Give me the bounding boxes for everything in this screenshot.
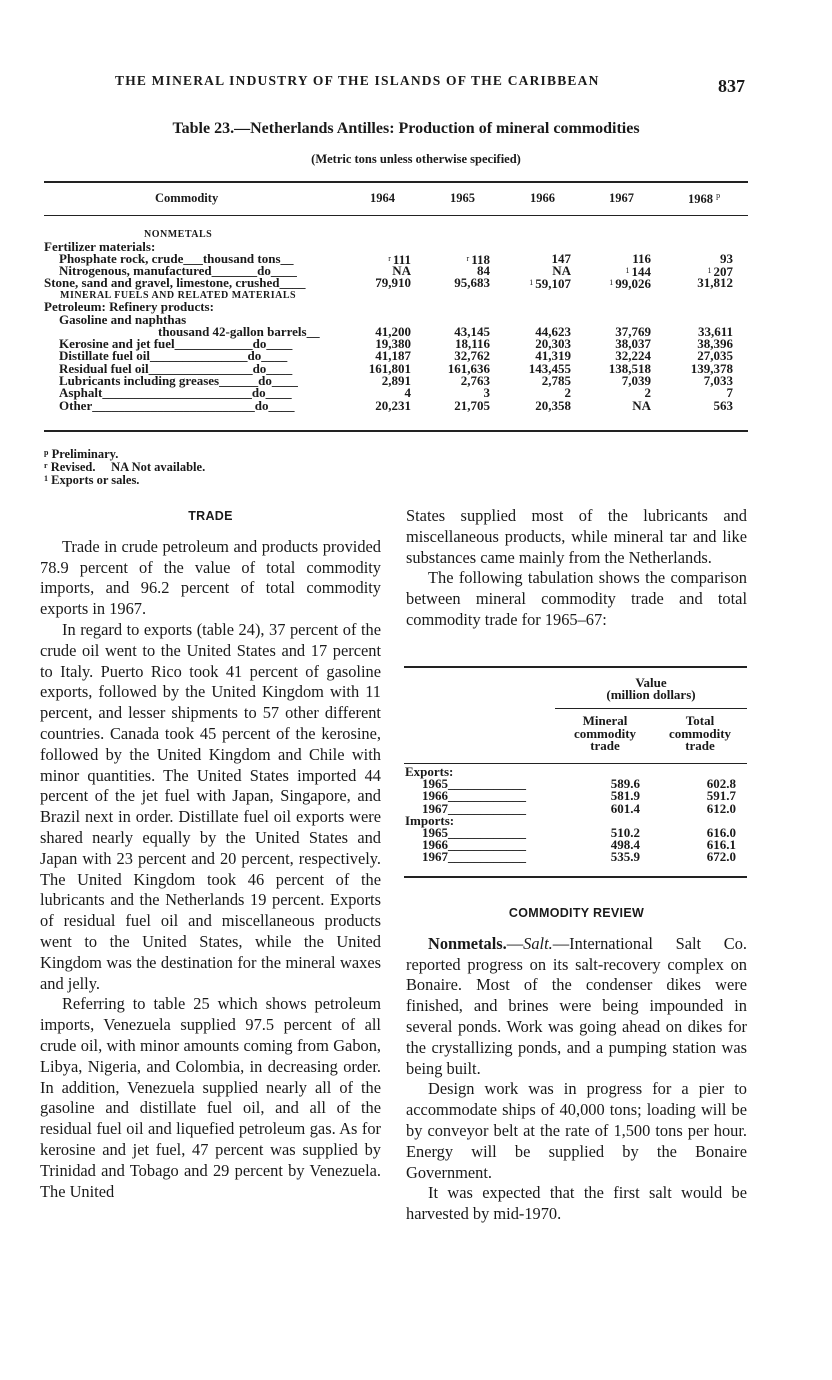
header-line: Total: [685, 713, 715, 728]
commodity-label: Other_________________________do____: [59, 397, 295, 413]
value: 32,762: [454, 348, 490, 364]
paragraph: In regard to exports (table 24), 37 percent of the crude oil went to the United States and 17 percent to Italy. Puerto Rico took 41 percent of gasoline exports, followed by the United Kingdom with 11 percent, and lesser shipments to 57 other different countries. Canada took 45 percent of the kerosine, followed by the United Kingdom and Chile with minor quantities. The United States imported 44 percent of the jet fuel with Japan, Singapore, and Brazil next in order. Distillate fuel oil exports were shared nearly equally by the United States and Japan with 23 percent and 20 percent, respectively. The United Kingdom took 46 percent of the lubricants and the Netherlands 19 percent. Exports of residual fuel oil and miscellaneous products went to the United States, while the United Kingdom was the destination for the mineral waxes and jelly.: [40, 619, 381, 993]
footnote-mark: r: [388, 253, 391, 263]
value: 144: [631, 264, 651, 280]
value-cell: [410, 397, 490, 413]
footnote-mark: 1: [707, 266, 712, 276]
commodity-label: Gasoline and naphthas: [59, 311, 187, 327]
value: 116: [632, 250, 651, 266]
footnote-text: Revised. NA Not available.: [50, 460, 206, 474]
footnote-mark: 1: [529, 278, 534, 288]
value-cell: [410, 277, 490, 289]
year-label: 1966____________: [422, 788, 526, 804]
header-line: trade: [685, 738, 715, 753]
mineral-value: 535.9: [610, 849, 640, 865]
value: 20,231: [375, 397, 411, 413]
value-header: Value: [635, 675, 667, 690]
header-line: trade: [590, 738, 620, 753]
value: 20,303: [535, 336, 571, 352]
table-top-rule: [44, 181, 748, 183]
paragraph: Design work was in progress for a pier to accommodate ships of 40,000 tons; loading will be by conveyor belt at the rate of 1,500 tons per hour. Energy will be supplied by the Bonaire Government.: [406, 1079, 747, 1182]
column-header-1966: 1966: [530, 191, 555, 205]
year-label: 1968: [688, 192, 713, 207]
value-cell: [491, 375, 571, 387]
value: 43,145: [454, 323, 490, 339]
total-value: 591.7: [706, 788, 736, 804]
footnote-mark: r: [466, 253, 470, 263]
value-header-rule: [555, 708, 747, 709]
value: 84: [477, 263, 490, 279]
value: 44,623: [535, 323, 571, 339]
total-value: 616.1: [706, 837, 736, 853]
value-cell: [331, 397, 411, 413]
value: 37,769: [615, 323, 651, 339]
total-value: 616.0: [706, 825, 736, 840]
value: 20,358: [535, 397, 571, 413]
right-column: [406, 506, 747, 631]
commodity-label: Phosphate rock, crude___thousand tons__: [59, 250, 294, 266]
value: 2,785: [541, 373, 571, 388]
value: 207: [713, 264, 733, 280]
footnote-text: Preliminary.: [51, 447, 119, 461]
value: 41,319: [535, 348, 571, 364]
table-title: Table 23.—Netherlands Antilles: Production of mineral commodities: [172, 120, 640, 137]
value: 2: [564, 385, 571, 401]
value-cell: [571, 375, 651, 387]
value: 41,187: [375, 348, 411, 364]
year-label: 1967____________: [422, 849, 526, 865]
trade-table-top-rule: [404, 666, 747, 668]
commodity-review-heading: COMMODITY REVIEW: [508, 906, 645, 920]
total-value: 672.0: [706, 849, 736, 865]
value-cell: [331, 375, 411, 387]
table-bottom-rule: [44, 430, 748, 432]
value-cell: [653, 397, 733, 413]
footnote-mark: r: [44, 461, 48, 470]
value: 59,107: [535, 276, 571, 292]
table-header-rule: [44, 215, 748, 216]
total-value: 612.0: [706, 800, 736, 816]
salt-text: —International Salt Co. reported progress on its salt-recovery complex on Bonaire. Most of the condenser dikes were finished, and brines were being impounded in several ponds. Work was going ahead on dikes for the crystallizing ponds, and a pumping station was being built.: [406, 933, 747, 1078]
column-header-1965: 1965: [450, 191, 475, 205]
commodity-label: Residual fuel oil________________do____: [59, 360, 293, 376]
mineral-value: 581.9: [610, 788, 640, 804]
value: 18,116: [454, 336, 490, 352]
commodity-label: Lubricants including greases______do____: [59, 373, 298, 388]
value: 143,455: [528, 360, 571, 376]
value: 3: [483, 385, 490, 401]
mineral-value: 510.2: [610, 825, 640, 840]
commodity-label: thousand 42-gallon barrels__: [158, 323, 320, 339]
value: 118: [471, 251, 490, 267]
value: 7,039: [621, 373, 651, 388]
paragraph: Referring to table 25 which shows petroleum imports, Venezuela supplied 97.5 percent of all crude oil, with minor amounts coming from Gabon, Libya, Nigeria, and Colombia, in decreasing order. In addition, Venezuela supplied nearly all of the gasoline and distillate fuel oil, and all of the residual fuel oil and liquefied petroleum gas. As for kerosine and jet fuel, 47 percent was supplied by Trinidad and Tobago and 29 percent by Venezuela. The United: [40, 994, 381, 1201]
value: 138,518: [608, 360, 651, 376]
trade-header-rule: [404, 763, 747, 764]
trade-table-bottom-rule: [404, 876, 747, 878]
value: 4: [404, 385, 411, 401]
commodity-label: Kerosine and jet fuel____________do____: [59, 336, 293, 352]
year-label: 1965____________: [422, 776, 526, 792]
value: 111: [392, 251, 411, 267]
section-heading: MINERAL FUELS AND RELATED MATERIALS: [60, 289, 297, 301]
value: 31,812: [697, 275, 733, 291]
value: 7: [726, 385, 733, 401]
header-line: commodity: [573, 725, 637, 741]
value-cell: [491, 397, 571, 413]
footnote-mark: 1: [609, 278, 614, 288]
value: NA: [632, 397, 651, 413]
table-subtitle: (Metric tons unless otherwise specified): [311, 152, 521, 166]
column-header-commodity: Commodity: [155, 191, 219, 205]
trade-group-label: Exports:: [405, 764, 454, 779]
value: 79,910: [375, 275, 411, 291]
trade-heading: TRADE: [188, 509, 233, 523]
value: 32,224: [615, 348, 651, 364]
value: 27,035: [697, 348, 733, 364]
value: 7,033: [703, 373, 733, 388]
header-line: commodity: [668, 725, 732, 741]
preliminary-mark: p: [716, 191, 721, 200]
commodity-label: Distillate fuel oil_______________do____: [59, 348, 288, 364]
value: 2,891: [381, 373, 411, 388]
value: NA: [552, 263, 571, 279]
value: 33,611: [697, 323, 733, 339]
mineral-value: 498.4: [610, 837, 640, 853]
value-cell: [653, 277, 733, 289]
value: 139,378: [690, 360, 733, 376]
value: 21,705: [454, 397, 490, 413]
value: 147: [551, 250, 571, 266]
salt-lead: Salt.: [523, 933, 553, 953]
value: 161,801: [368, 360, 411, 376]
value: 2: [644, 385, 651, 401]
paragraph: It was expected that the first salt would be harvested by mid-1970.: [406, 1183, 747, 1224]
value-cell: [571, 277, 651, 290]
footnote-mark: 1: [625, 266, 630, 276]
paragraph: Trade in crude petroleum and products provided 78.9 percent of the value of total commodity imports, and 96.2 percent of total commodity exports in 1967.: [40, 536, 381, 619]
paragraph: The following tabulation shows the comparison between mineral commodity trade and total commodity trade for 1965–67:: [406, 568, 747, 629]
column-header-1964: 1964: [370, 191, 395, 205]
right-column-lower: [406, 903, 747, 1225]
value: 93: [720, 250, 733, 266]
total-value: 602.8: [706, 776, 736, 792]
value: NA: [392, 263, 411, 279]
footnote-text: Exports or sales.: [51, 473, 140, 487]
value-cell: [571, 397, 651, 413]
commodity-label: Petroleum: Refinery products:: [44, 299, 214, 315]
footnote-mark: 1: [44, 474, 48, 483]
left-column: [40, 506, 381, 1202]
header-line: Mineral: [582, 713, 628, 728]
value: 2,763: [460, 373, 490, 388]
year-label: 1966____________: [422, 837, 526, 853]
year-label: 1967____________: [422, 800, 526, 816]
running-head: THE MINERAL INDUSTRY OF THE ISLANDS OF THE CARIBBEAN: [115, 73, 600, 88]
value: 41,200: [375, 323, 411, 339]
footnote-mark: p: [44, 448, 49, 457]
paragraph: States supplied most of the lubricants and miscellaneous products, while mineral tar and like substances came mainly from the Netherlands.: [406, 506, 747, 567]
value: 563: [713, 397, 733, 413]
value: 95,683: [454, 275, 490, 291]
commodity-label: Stone, sand and gravel, limestone, crushed____: [44, 275, 306, 291]
column-header-1967: 1967: [609, 191, 634, 205]
value-cell: [653, 375, 733, 387]
value-cell: [410, 375, 490, 387]
column-header-1968: [688, 191, 720, 207]
footnote: [44, 472, 139, 487]
section-heading: NONMETALS: [144, 229, 213, 240]
mineral-header: [560, 715, 650, 753]
nonmetals-lead: Nonmetals.: [428, 933, 507, 953]
value-cell: [491, 277, 571, 290]
total-header: [655, 715, 745, 753]
mineral-value: 589.6: [610, 776, 640, 792]
value-cell: [331, 277, 411, 289]
mineral-value: 601.4: [610, 800, 640, 816]
unit-header: (million dollars): [606, 687, 696, 702]
year-label: 1965____________: [422, 825, 526, 840]
trade-group-label: Imports:: [405, 812, 455, 828]
value: 19,380: [375, 336, 411, 352]
page-number: 837: [718, 76, 745, 96]
value: 38,037: [615, 336, 651, 352]
commodity-label: Nitrogenous, manufactured_______do____: [59, 263, 297, 279]
commodity-label: Asphalt_______________________do____: [59, 385, 292, 401]
salt-paragraph: Nonmetals.—Salt.—International Salt Co. reported progress on its salt-recovery complex on Bonaire. Most of the condenser dikes were finished, and brines were being impounded in several ponds. Work was going ahead on dikes for the crystallizing ponds, and a pumping station was being built.: [406, 933, 747, 1078]
commodity-label: Fertilizer materials:: [44, 238, 156, 254]
value: 38,396: [697, 336, 733, 352]
value: 161,636: [447, 360, 490, 376]
value: 99,026: [615, 276, 651, 292]
